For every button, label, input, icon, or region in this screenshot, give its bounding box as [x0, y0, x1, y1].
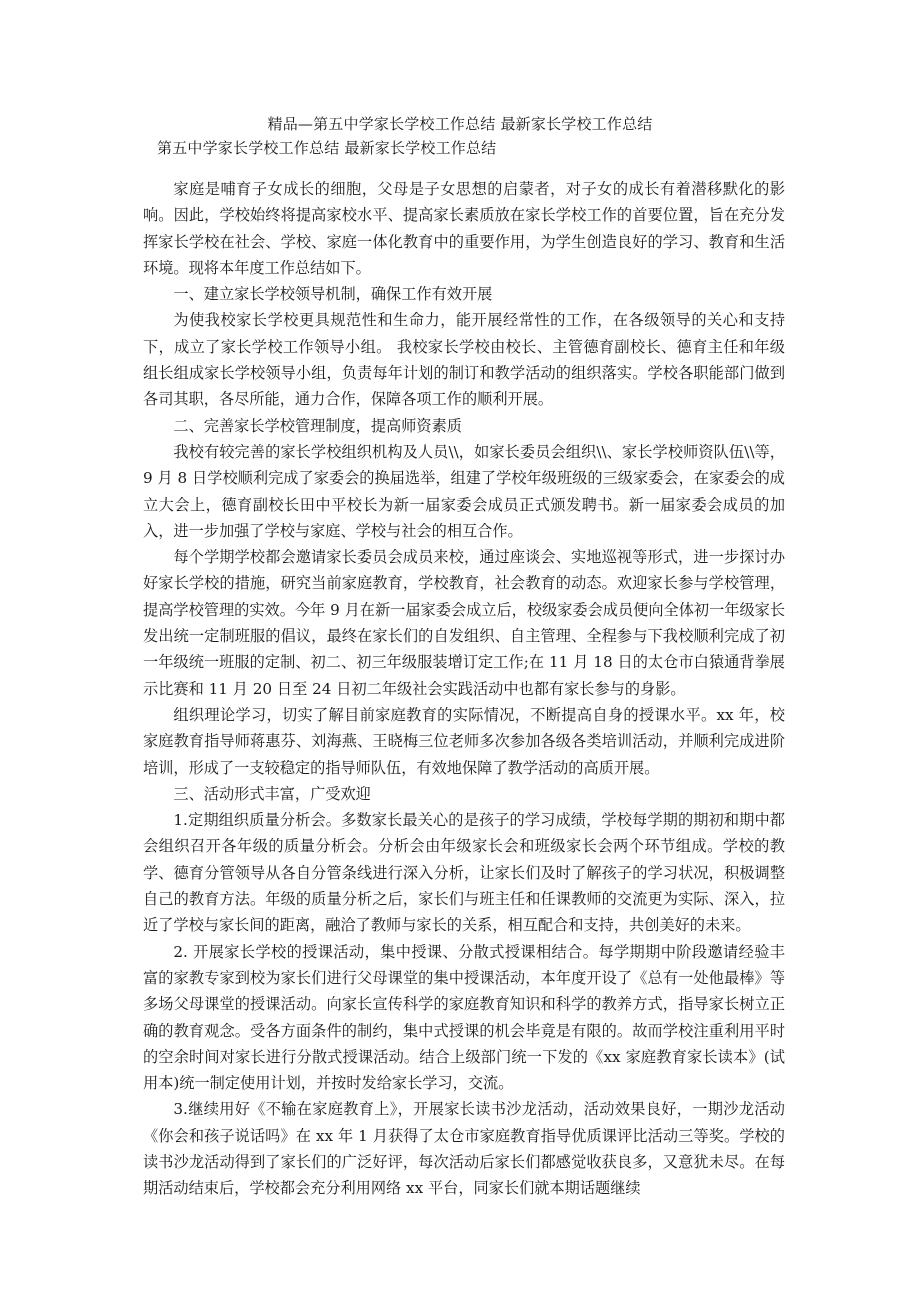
document-header-title: 精品—第五中学家长学校工作总结 最新家长学校工作总结: [267, 115, 653, 133]
section-heading-1: 一、建立家长学校领导机制，确保工作有效开展: [173, 285, 493, 304]
paragraph: 每个学期学校都会邀请家长委员会成员来校，通过座谈会、实地巡视等形式，进一步探讨办好家长学校的措施，研究当前家庭教育，学校教育，社会教育的动态。欢迎家长参与学校管理，提高学校管理的实效。今年 9 月在新一届家委会成立后，校级家委会成员便向全体初一年级家长发出统一定制班服的倡议，最终在家长们的自发组织、自主管理、全程参与下我校顺利完成了初一年级统一班服的定制、初二、初三年级服装增订定工作;在 11 月 18 日的太仓市白猿通背拳展示比赛和 11 月 20 日至 24 日初二年级社会实践活动中也都有家长参与的身影。: [143, 548, 786, 698]
document-body: [143, 176, 785, 1202]
section-heading-2: 二、完善家长学校管理制度，提高师资素质: [173, 416, 462, 435]
paragraph: 为使我校家长学校更具规范性和生命力，能开展经常性的工作，在各级领导的关心和支持下，成立了家长学校工作领导小组。 我校家长学校由校长、主管德育副校长、德育主任和年级组长组成家长学校领导小组，负责每年计划的制订和教学活动的组织落实。学校各职能部门做到各司其职，各尽所能，通力合作，保障各项工作的顺利开展。: [143, 311, 785, 409]
paragraph: 2. 开展家长学校的授课活动，集中授课、分散式授课相结合。每学期期中阶段邀请经验丰富的家教专家到校为家长们进行父母课堂的集中授课活动，本年度开设了《总有一处他最棒》等多场父母课堂的授课活动。向家长宣传科学的家庭教育知识和科学的教养方式，指导家长树立正确的教育观念。受各方面条件的制约，集中式授课的机会毕竟是有限的。故而学校注重利用平时的空余时间对家长进行分散式授课活动。结合上级部门统一下发的《xx 家庭教育家长读本》(试用本)统一制定使用计划，并按时发给家长学习，交流。: [143, 942, 785, 1093]
section-heading-3: 三、活动形式丰富，广受欢迎: [173, 784, 371, 803]
paragraph-intro: 家庭是哺育子女成长的细胞，父母是子女思想的启蒙者，对子女的成长有着潜移默化的影响。因此，学校始终将提高家校水平、提高家长素质放在家长学校工作的首要位置，旨在充分发挥家长学校在社会、学校、家庭一体化教育中的重要作用，为学生创造良好的学习、教育和生活环境。现将本年度工作总结如下。: [143, 180, 785, 277]
document-subtitle: 第五中学家长学校工作总结 最新家长学校工作总结: [157, 139, 497, 157]
paragraph: 3.继续用好《不输在家庭教育上》，开展家长读书沙龙活动，活动效果良好，一期沙龙活动《你会和孩子说话吗》在 xx 年 1 月获得了太仓市家庭教育指导优质课评比活动三等奖。学校的读书沙龙活动得到了家长们的广泛好评，每次活动后家长们都感觉收获良多，又意犹未尽。在每期活动结束后，学校都会充分利用网络 xx 平台，同家长们就本期话题继续: [143, 1100, 785, 1198]
paragraph: 组织理论学习，切实了解目前家庭教育的实际情况，不断提高自身的授课水平。xx 年，校家庭教育指导师蒋惠芬、刘海燕、王晓梅三位老师多次参加各级各类培训活动，并顺利完成进阶培训，形成了一支较稳定的指导师队伍，有效地保障了教学活动的高质开展。: [143, 705, 785, 777]
paragraph: 1.定期组织质量分析会。多数家长最关心的是孩子的学习成绩，学校每学期的期初和期中都会组织召开各年级的质量分析会。分析会由年级家长会和班级家长会两个环节组成。学校的教学、德育分管领导从各自分管条线进行深入分析，让家长们及时了解孩子的学习状况，积极调整自己的教育方法。年级的质量分析之后，家长们与班主任和任课教师的交流更为实际、深入，拉近了学校与家长间的距离，融洽了教师与家长的关系，相互配合和支持，共创美好的未来。: [143, 811, 785, 935]
paragraph: 我校有较完善的家长学校组织机构及人员\\，如家长委员会组织\\、家长学校师资队伍\\等，9 月 8 日学校顺利完成了家委会的换届选举，组建了学校年级班级的三级家委会，在家委会的成立大会上，德育副校长田中平校长为新一届家委会成员正式颁发聘书。新一届家委会成员的加入，进一步加强了学校与家庭、学校与社会的相互合作。: [143, 442, 785, 540]
